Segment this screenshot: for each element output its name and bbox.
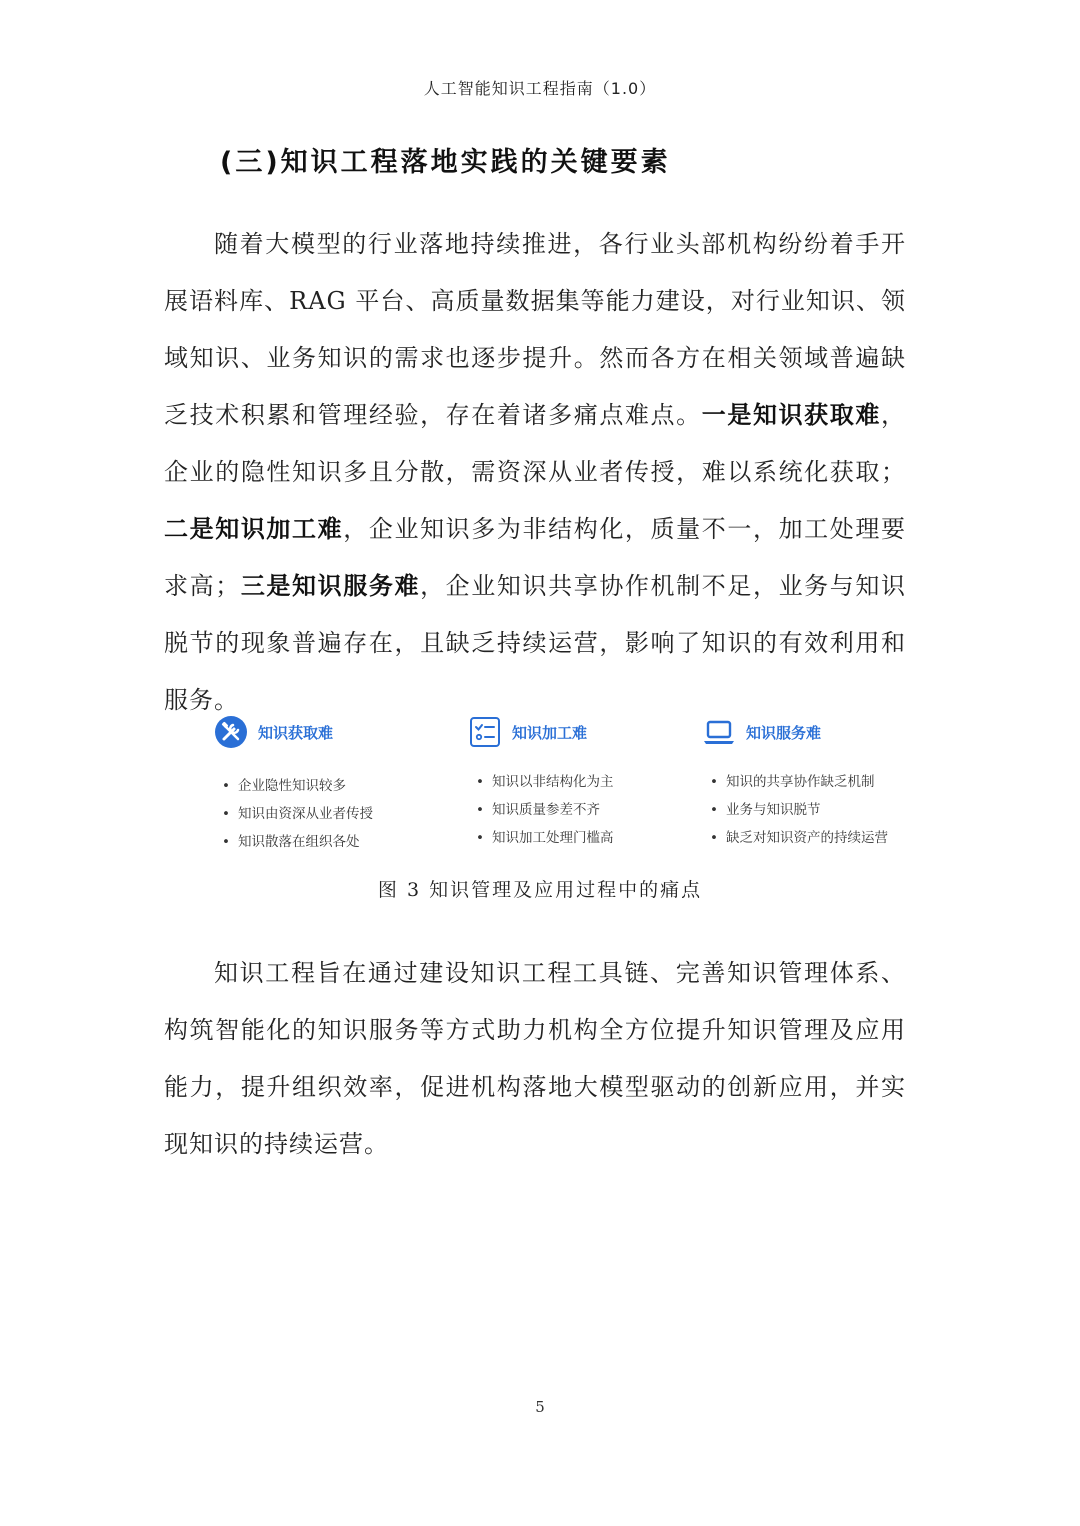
figure-column-list bbox=[468, 768, 698, 852]
bullet-glyph: • bbox=[710, 802, 718, 818]
bullet-glyph: • bbox=[710, 830, 718, 846]
section-heading: (三)知识工程落地实践的关键要素 bbox=[220, 147, 671, 178]
list-item-text: 缺乏对知识资产的持续运营 bbox=[726, 830, 888, 846]
bullet-glyph: • bbox=[710, 774, 718, 790]
running-header: 人工智能知识工程指南（1.0） bbox=[423, 79, 657, 98]
figure-column-title: 知识加工难 bbox=[512, 723, 588, 742]
figure-column-title: 知识获取难 bbox=[258, 723, 334, 742]
bullet-glyph: • bbox=[222, 806, 230, 822]
bold-phrase-acquisition: 一是知识获取难 bbox=[701, 401, 881, 429]
list-item-text: 知识由资深从业者传授 bbox=[238, 806, 373, 822]
laptop-icon bbox=[702, 715, 736, 749]
tools-icon bbox=[214, 715, 248, 749]
figure-caption: 图 3 知识管理及应用过程中的痛点 bbox=[377, 879, 703, 901]
paragraph-pain-points bbox=[164, 216, 906, 729]
bold-phrase-service: 三是知识服务难 bbox=[240, 572, 421, 600]
figure-column-title: 知识服务难 bbox=[746, 723, 822, 742]
paragraph-text: 随着大模型的行业落地持续推进，各行业头部机构纷纷着手开展语料库、RAG 平台、高质量数据集等能力建设，对行业知识、领域知识、业务知识的需求也逐步提升。然而各方在相关领域普遍缺乏技术积累和管理经验，存在着诸多痛点难点。 bbox=[164, 230, 906, 429]
checklist-icon bbox=[468, 715, 502, 749]
figure-column-header bbox=[702, 712, 932, 752]
bullet-glyph: • bbox=[476, 830, 484, 846]
bold-phrase-processing: 二是知识加工难 bbox=[164, 515, 344, 543]
list-item bbox=[468, 796, 698, 824]
list-item bbox=[702, 796, 932, 824]
list-item-text: 知识质量参差不齐 bbox=[492, 802, 600, 818]
figure-column-service bbox=[702, 712, 932, 852]
list-item bbox=[214, 772, 444, 800]
paragraph-text: ，企业的隐性知识多且分散，需资深从业者传授，难以系统化获取； bbox=[164, 401, 906, 486]
page-number: 5 bbox=[535, 1398, 545, 1416]
list-item-text: 企业隐性知识较多 bbox=[238, 778, 346, 794]
paragraph-text: ，企业知识共享协作机制不足，业务与知识脱节的现象普遍存在，且缺乏持续运营，影响了知识的有效利用和服务。 bbox=[164, 572, 907, 714]
list-item bbox=[468, 768, 698, 796]
list-item bbox=[702, 768, 932, 796]
figure-column-processing bbox=[468, 712, 698, 852]
figure-column-header bbox=[468, 712, 698, 752]
list-item-text: 知识加工处理门槛高 bbox=[492, 830, 614, 846]
paragraph-text: ，企业知识多为非结构化，质量不一，加工处理要求高； bbox=[164, 515, 906, 600]
list-item-text: 知识的共享协作缺乏机制 bbox=[726, 774, 875, 790]
bullet-glyph: • bbox=[222, 778, 230, 794]
list-item-text: 知识散落在组织各处 bbox=[238, 834, 360, 850]
paragraph-knowledge-engineering: 知识工程旨在通过建设知识工程工具链、完善知识管理体系、构筑智能化的知识服务等方式助力机构全方位提升知识管理及应用能力，提升组织效率，促进机构落地大模型驱动的创新应用，并实现知识的持续运营。 bbox=[164, 959, 906, 1158]
list-item bbox=[214, 800, 444, 828]
figure-pain-points bbox=[214, 712, 914, 862]
bullet-glyph: • bbox=[476, 774, 484, 790]
bullet-glyph: • bbox=[222, 834, 230, 850]
list-item-text: 业务与知识脱节 bbox=[726, 802, 821, 818]
list-item bbox=[702, 824, 932, 852]
list-item-text: 知识以非结构化为主 bbox=[492, 774, 614, 790]
list-item bbox=[468, 824, 698, 852]
list-item bbox=[214, 828, 444, 856]
bullet-glyph: • bbox=[476, 802, 484, 818]
figure-column-acquisition bbox=[214, 712, 444, 856]
figure-column-header bbox=[214, 712, 444, 752]
figure-column-list bbox=[702, 768, 932, 852]
figure-column-list bbox=[214, 772, 444, 856]
